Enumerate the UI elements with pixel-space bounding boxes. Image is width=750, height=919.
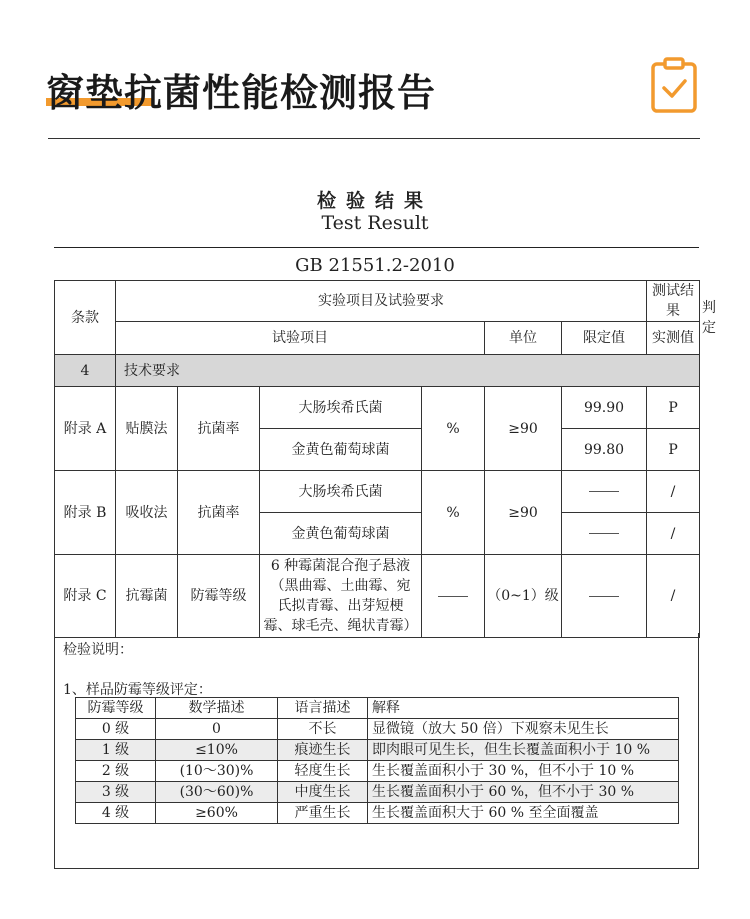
header-limit: 限定值 (562, 322, 647, 355)
result-divider (54, 247, 699, 248)
mold-organism-line: （黑曲霉、土曲霉、宛 (270, 578, 411, 594)
header-item: 试验项目 (116, 322, 485, 355)
notes-label: 检验说明： (63, 642, 133, 658)
grade-level: 2 级 (76, 761, 156, 782)
grade-header: 防霉等级 (76, 698, 156, 719)
mold-organism-line: 霉、球毛壳、绳状青霉） (263, 618, 418, 634)
grade-header: 数学描述 (156, 698, 278, 719)
standard-code: GB 21551.2-2010 (295, 255, 455, 276)
grade-header: 解释 (368, 698, 679, 719)
header-measured: 实测值 (647, 322, 700, 355)
grade-math: ≥60% (156, 803, 278, 824)
notes-subtitle: 1、样品防霉等级评定： (63, 682, 212, 698)
grade-level: 4 级 (76, 803, 156, 824)
grade-explain: 显微镜（放大 50 倍）下观察未见生长 (368, 719, 679, 740)
appendix-c-method: 抗霉菌 (116, 555, 178, 638)
grade-level: 1 级 (76, 740, 156, 761)
measured-value: 99.90 (562, 387, 647, 429)
measured-value-empty (562, 555, 647, 638)
appendix-a-limit: ≥90 (485, 387, 562, 471)
measured-value-empty (562, 513, 647, 555)
section-row (55, 355, 700, 387)
grade-row (76, 761, 679, 782)
judge-value: / (647, 471, 700, 513)
test-result-table (54, 280, 717, 638)
grade-math: 0 (156, 719, 278, 740)
grade-explain: 即肉眼可见生长，但生长覆盖面积小于 10 % (368, 740, 679, 761)
judge-value: P (647, 387, 700, 429)
table-header-row: 条款 实验项目及试验要求 测试结果 判定 (55, 281, 700, 322)
section-label: 技术要求 (116, 355, 700, 387)
grade-math: (30～60)% (156, 782, 278, 803)
grade-explain: 生长覆盖面积小于 60 %，但不小于 30 % (368, 782, 679, 803)
clipboard-check-icon (650, 56, 698, 114)
table-row (55, 555, 700, 638)
grade-math: (10～30)% (156, 761, 278, 782)
header-group: 实验项目及试验要求 (116, 281, 647, 322)
dash-line (589, 491, 619, 492)
header-test-result: 测试结果 (647, 281, 700, 322)
grade-level: 0 级 (76, 719, 156, 740)
grade-row (76, 719, 679, 740)
notes-section (54, 633, 699, 869)
appendix-c-property: 防霉等级 (178, 555, 260, 638)
appendix-a-property: 抗菌率 (178, 387, 260, 471)
grade-desc: 轻度生长 (278, 761, 368, 782)
appendix-b-method: 吸收法 (116, 471, 178, 555)
organism-cell: 金黄色葡萄球菌 (260, 429, 422, 471)
appendix-c-label: 附录 C (55, 555, 116, 638)
grade-desc: 不长 (278, 719, 368, 740)
appendix-b-label: 附录 B (55, 471, 116, 555)
appendix-a-method: 贴膜法 (116, 387, 178, 471)
judge-value: / (647, 555, 700, 638)
table-subheader-row (55, 322, 700, 355)
grade-row (76, 803, 679, 824)
result-title-cn: 检验结果 (316, 190, 433, 212)
appendix-a-unit: % (422, 387, 485, 471)
grade-header-row (76, 698, 679, 719)
measured-value: 99.80 (562, 429, 647, 471)
dash-line (589, 596, 619, 597)
judge-value: / (647, 513, 700, 555)
grade-desc: 中度生长 (278, 782, 368, 803)
appendix-a-label: 附录 A (55, 387, 116, 471)
appendix-b-property: 抗菌率 (178, 471, 260, 555)
measured-value-empty (562, 471, 647, 513)
table-row (55, 471, 700, 513)
grade-row (76, 782, 679, 803)
section-number: 4 (55, 355, 116, 387)
grade-math: ≤10% (156, 740, 278, 761)
table-row (55, 387, 700, 429)
grade-desc: 痕迹生长 (278, 740, 368, 761)
mold-grade-table (75, 697, 679, 824)
grade-header: 语言描述 (278, 698, 368, 719)
appendix-c-limit: （0~1）级 (485, 555, 562, 638)
organism-cell: 大肠埃希氏菌 (260, 387, 422, 429)
grade-explain: 生长覆盖面积大于 60 % 至全面覆盖 (368, 803, 679, 824)
grade-explain: 生长覆盖面积小于 30 %，但不小于 10 % (368, 761, 679, 782)
header-divider (48, 138, 700, 139)
appendix-b-unit: % (422, 471, 485, 555)
grade-row (76, 740, 679, 761)
dash-line (438, 596, 468, 597)
organism-cell: 金黄色葡萄球菌 (260, 513, 422, 555)
page-title: 窗垫抗菌性能检测报告 (46, 71, 437, 115)
header-unit: 单位 (485, 322, 562, 355)
result-title-en: Test Result (321, 212, 429, 234)
appendix-b-limit: ≥90 (485, 471, 562, 555)
mold-organism-line: 氏拟青霉、出芽短梗 (277, 598, 404, 614)
grade-desc: 严重生长 (278, 803, 368, 824)
grade-level: 3 级 (76, 782, 156, 803)
header-clause: 条款 (55, 281, 116, 355)
mold-organism-cell (260, 555, 422, 638)
organism-cell: 大肠埃希氏菌 (260, 471, 422, 513)
unit-empty (422, 555, 485, 638)
mold-organism-line: 6 种霉菌混合孢子悬液 (270, 558, 411, 574)
judge-value: P (647, 429, 700, 471)
dash-line (589, 533, 619, 534)
